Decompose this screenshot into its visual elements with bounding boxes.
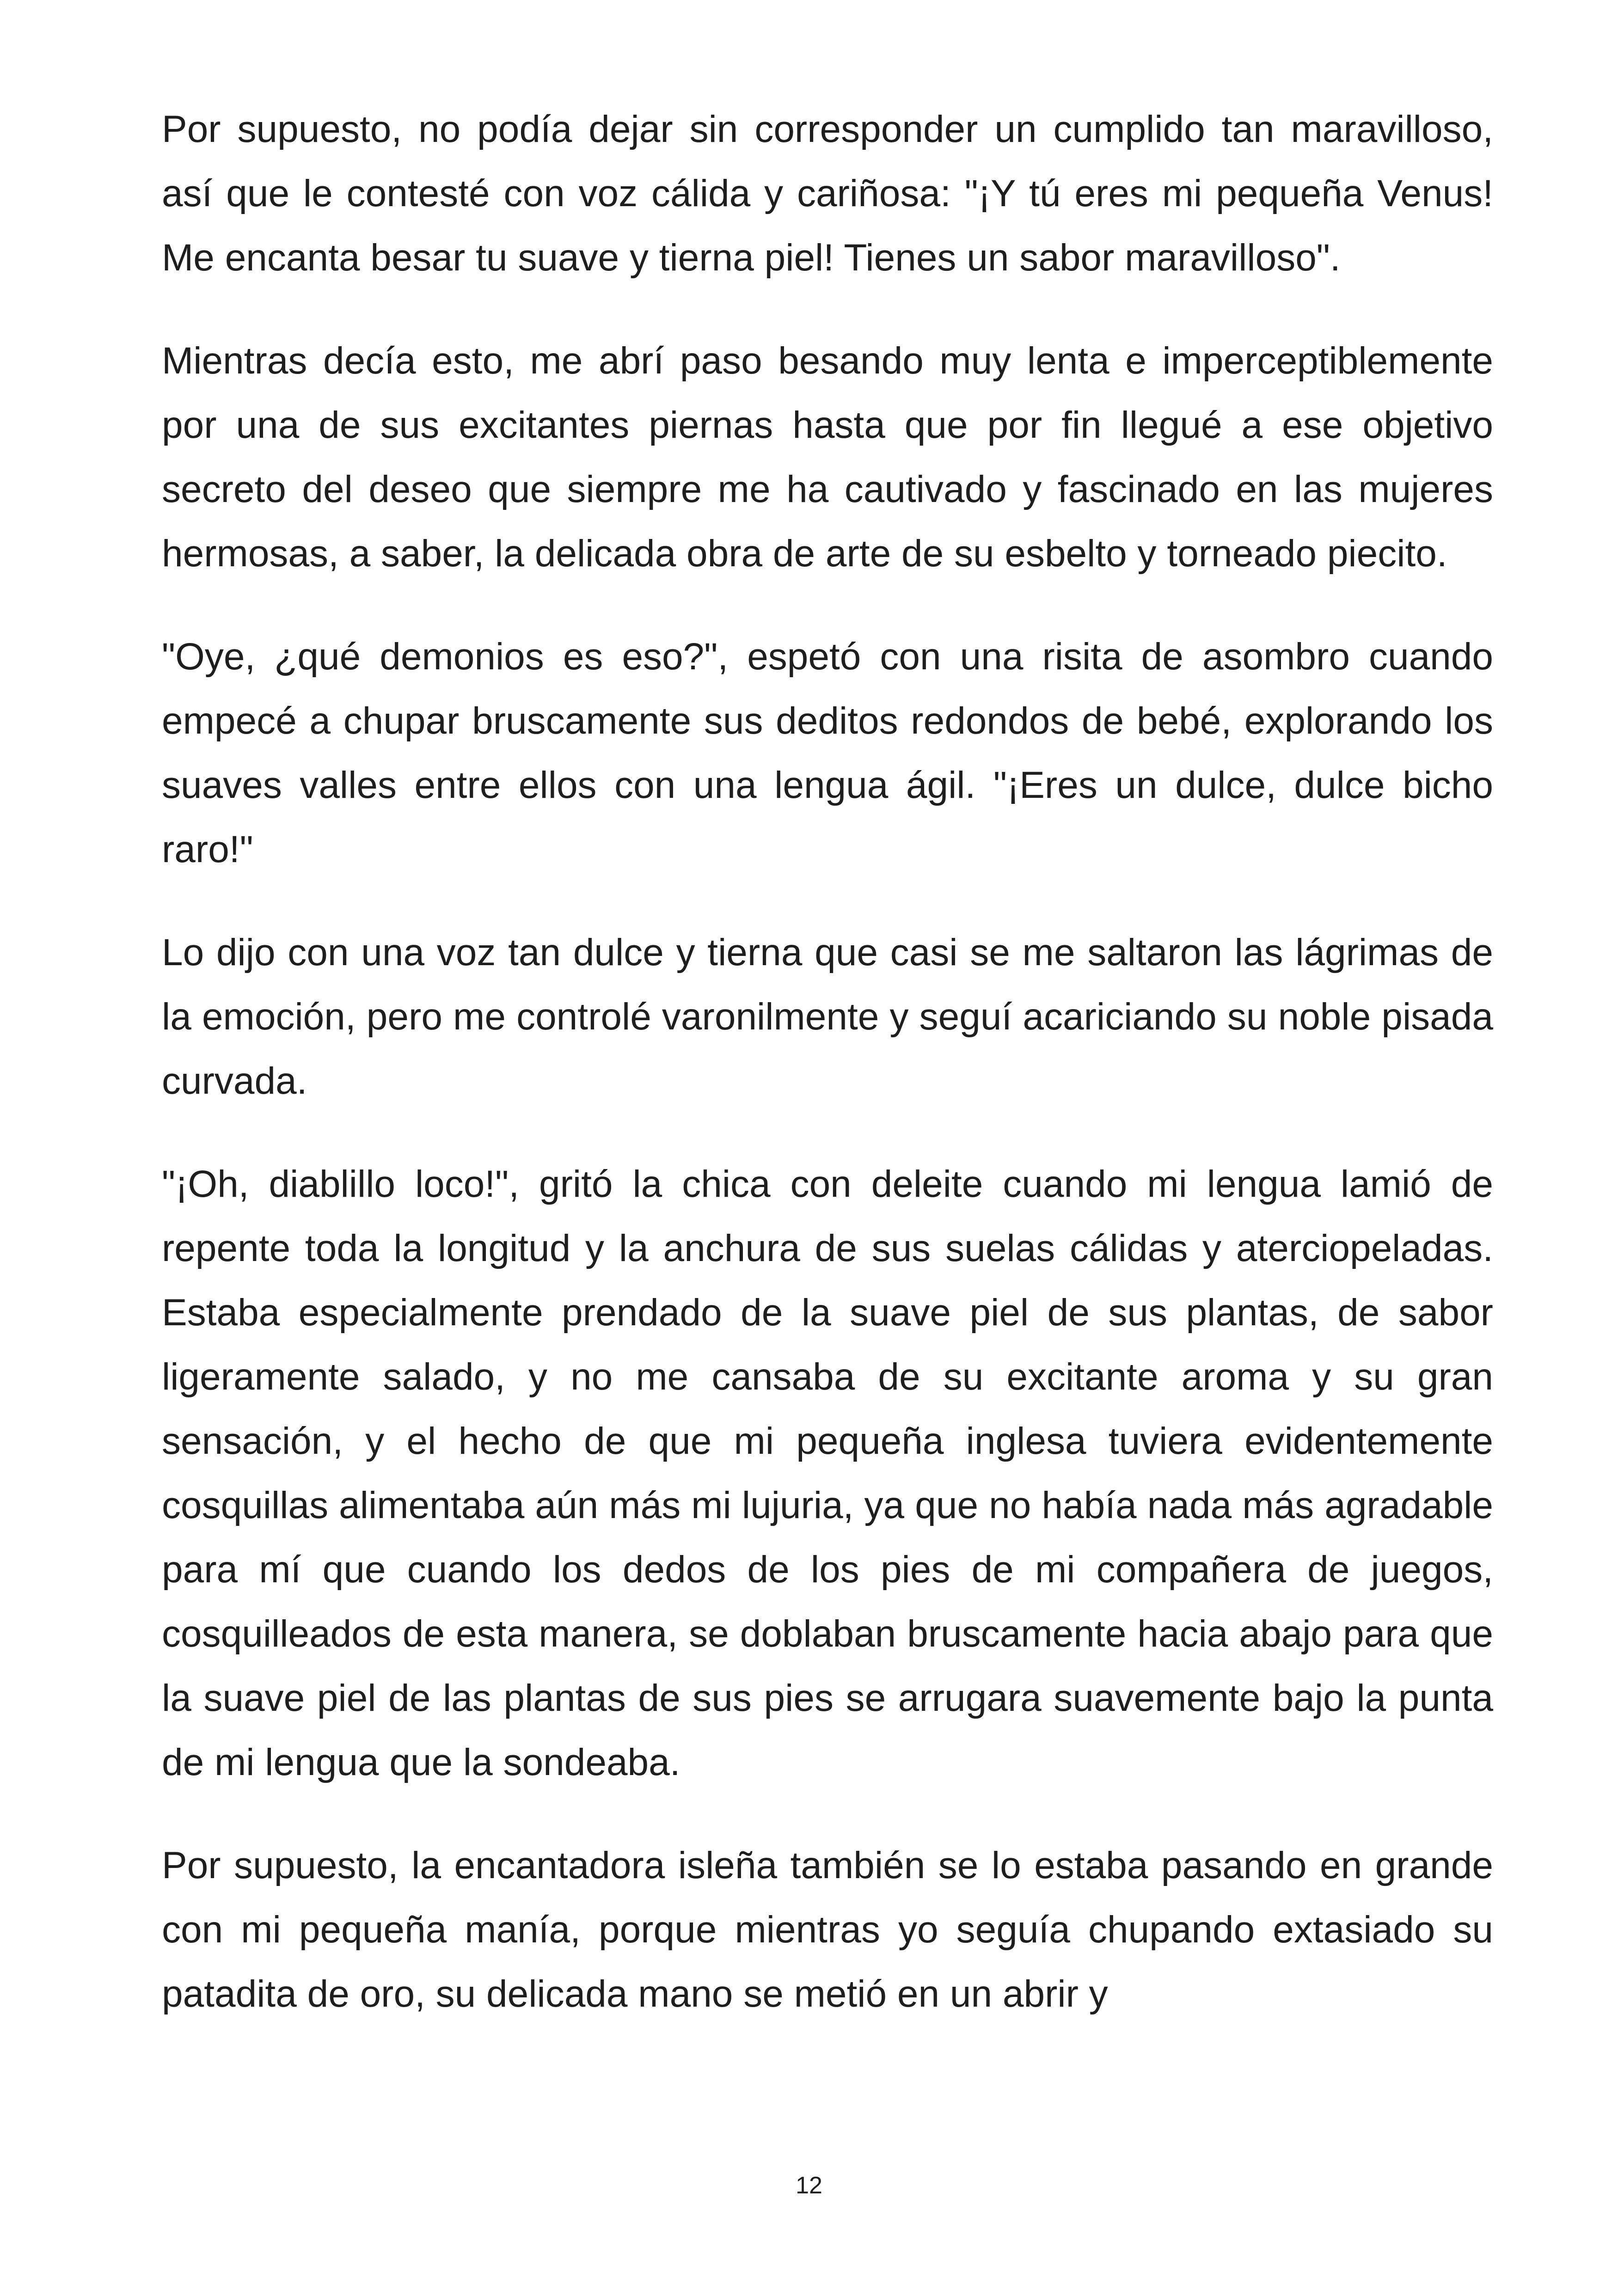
document-body [162, 97, 1493, 2065]
paragraph-5: "¡Oh, diablillo loco!", gritó la chica con deleite cuando mi lengua lamió de repente toda la longitud y la anchura de sus suelas cálidas y aterciopeladas. Estaba especialmente prendado de la suave piel de sus plantas, de sabor ligeramente salado, y no me cansaba de su excitante aroma y su gran sensación, y el hecho de que mi pequeña inglesa tuviera evidentemente cosquillas alimentaba aún más mi lujuria, ya que no había nada más agradable para mí que cuando los dedos de los pies de mi compañera de juegos, cosquilleados de esta manera, se doblaban bruscamente hacia abajo para que la suave piel de las plantas de sus pies se arrugara suavemente bajo la punta de mi lengua que la sondeaba. [162, 1163, 1493, 1783]
paragraph-4: Lo dijo con una voz tan dulce y tierna que casi se me saltaron las lágrimas de la emoción, pero me controlé varonilmente y seguí acariciando su noble pisada curvada. [162, 931, 1493, 1102]
paragraph-3: "Oye, ¿qué demonios es eso?", espetó con una risita de asombro cuando empecé a chupar bruscamente sus deditos redondos de bebé, explorando los suaves valles entre ellos con una lengua ágil. "¡Eres un dulce, dulce bicho raro!" [162, 636, 1493, 870]
paragraph-2: Mientras decía esto, me abrí paso besando muy lenta e imperceptiblemente por una de sus excitantes piernas hasta que por fin llegué a ese objetivo secreto del deseo que siempre me ha cautivado y fascinado en las mujeres hermosas, a saber, la delicada obra de arte de su esbelto y torneado piecito. [162, 340, 1493, 575]
page-number: 12 [796, 2172, 822, 2199]
paragraph-1: Por supuesto, no podía dejar sin corresponder un cumplido tan maravilloso, así que le contesté con voz cálida y cariñosa: "¡Y tú eres mi pequeña Venus! Me encanta besar tu suave y tierna piel! Tienes un sabor maravilloso". [162, 108, 1493, 279]
paragraph-6: Por supuesto, la encantadora isleña también se lo estaba pasando en grande con mi pequeña manía, porque mientras yo seguía chupando extasiado su patadita de oro, su delicada mano se metió en un abrir y [162, 1844, 1493, 2015]
